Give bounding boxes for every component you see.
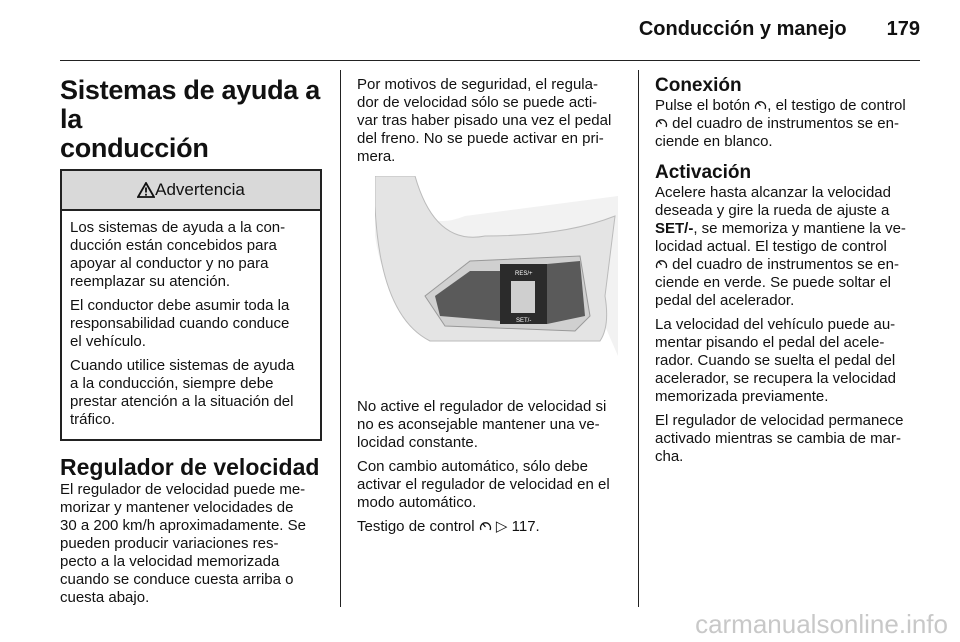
cruise-control-icon: [479, 520, 492, 532]
warning-text: El conductor debe asumir toda la responsabilidad cuando conduce el vehículo.: [70, 297, 290, 350]
column-divider: [340, 70, 341, 607]
cruise-control-icon: [655, 117, 668, 129]
warning-title: Advertencia: [155, 180, 245, 199]
column-2: [357, 76, 622, 542]
set-label: SET/-: [516, 318, 532, 324]
res-label: RES/+: [515, 271, 533, 277]
column-3: [655, 76, 920, 472]
warning-header: [62, 171, 320, 211]
page-header: [639, 18, 920, 41]
body-text: La velocidad del vehículo puede au- mentar pisando el pedal del acele- rador. Cuando se suelta el pedal del acelerador, se recupera la velocidad memorizada previamente.: [655, 316, 896, 405]
page-reference-link[interactable]: 117.: [511, 518, 540, 535]
activacion-heading: Activación: [655, 162, 752, 183]
warning-text: Cuando utilice sistemas de ayuda a la conducción, siempre debe prestar atención a la situación del tráfico.: [70, 357, 295, 428]
page-ref-arrow-icon: ▷: [495, 518, 508, 535]
warning-icon: [137, 182, 155, 198]
column-divider: [638, 70, 639, 607]
warning-text: Los sistemas de ayuda a la con- ducción están concebidos para apoyar al conductor y no para reemplazar su atención.: [70, 219, 286, 290]
reference-text: Testigo de control ▷ 117.: [357, 518, 540, 535]
body-text: El regulador de velocidad permanece activado mientras se cambia de mar- cha.: [655, 412, 904, 465]
section-heading: Sistemas de ayuda a la conducción: [60, 75, 320, 163]
cruise-control-icon: [655, 258, 668, 270]
body-text: No active el regulador de velocidad si no es aconsejable mantener una ve- locidad constante.: [357, 398, 607, 451]
body-text: Pulse el botón , el testigo de control del cuadro de instrumentos se en- ciende en blanco.: [655, 97, 906, 150]
section-title: Conducción y manejo: [638, 18, 847, 40]
cruise-control-icon: [754, 99, 767, 111]
body-text: Con cambio automático, sólo debe activar el regulador de velocidad en el modo automático.: [357, 458, 610, 511]
body-text: Acelere hasta alcanzar la velocidad deseada y gire la rueda de ajuste a SET/-, se memoriza y mantiene la ve- locidad actual. El testigo de control del cuadro de instrumentos se en- ciende en verde. Se puede soltar el pedal del acelerador.: [655, 184, 906, 309]
watermark: carmanualsonline.info: [695, 609, 948, 639]
steering-wheel-image: [375, 176, 618, 388]
conexion-heading: Conexión: [655, 75, 742, 96]
header-rule: [60, 60, 920, 61]
subsection-heading: Regulador de velocidad: [60, 454, 320, 480]
body-text: El regulador de velocidad puede me- morizar y mantener velocidades de 30 a 200 km/h aproximadamente. Se pueden producir variaciones res- pecto a la velocidad memorizada cuando se conduce cuesta arriba o cuesta abajo.: [60, 481, 306, 606]
column-1: [60, 76, 325, 613]
warning-box: [60, 169, 322, 441]
body-text: Por motivos de seguridad, el regula- dor de velocidad sólo se puede acti- var tras haber pisado una vez el pedal del freno. No se puede activar en pri- mera.: [357, 76, 612, 165]
page-number: 179: [886, 18, 920, 40]
